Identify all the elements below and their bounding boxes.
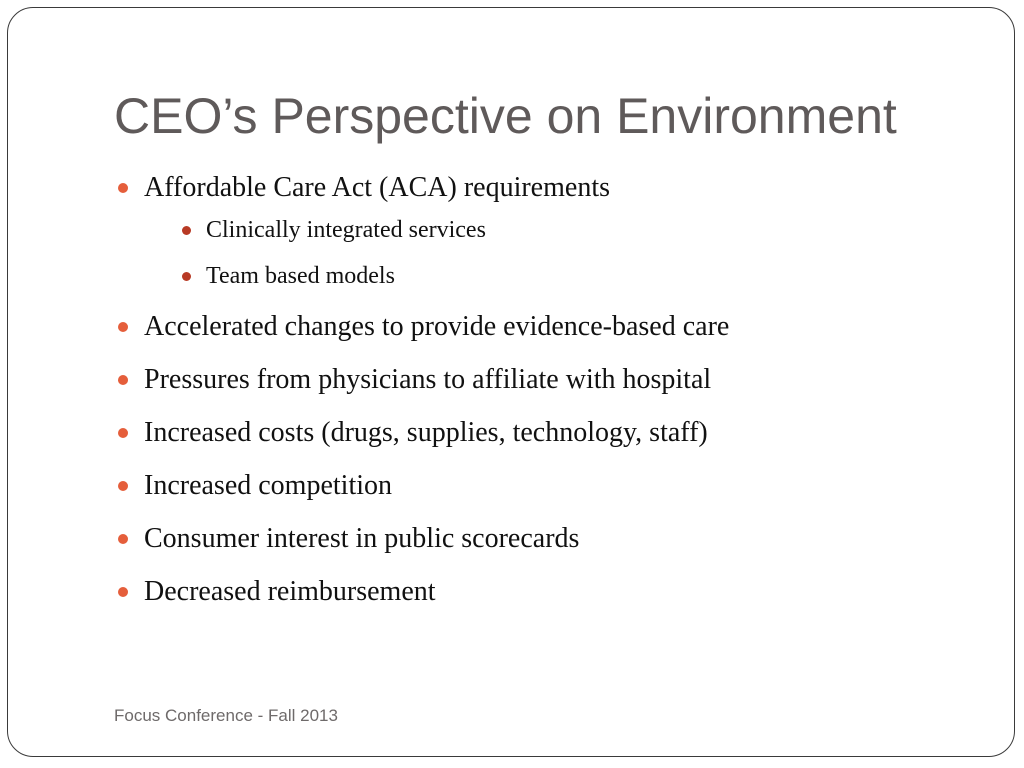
bullet-item [114, 466, 729, 506]
bullet-text: Affordable Care Act (ACA) requirements [144, 172, 610, 203]
bullet-text: Increased competition [144, 470, 393, 501]
bullet-item [114, 307, 729, 347]
sub-bullet-item [176, 258, 729, 294]
sub-bullet-text: Team based models [206, 263, 395, 289]
bullet-item [114, 413, 729, 453]
bullet-list [114, 168, 729, 625]
bullet-dot-icon [118, 428, 128, 438]
bullet-dot-icon [118, 481, 128, 491]
sub-bullet-dot-icon [182, 226, 191, 235]
slide [7, 7, 1015, 757]
sub-bullet-dot-icon [182, 272, 191, 281]
bullet-dot-icon [118, 183, 128, 193]
slide-footer: Focus Conference - Fall 2013 [114, 706, 338, 725]
sub-bullet-item [176, 212, 729, 248]
bullet-text: Accelerated changes to provide evidence-based care [144, 311, 730, 342]
bullet-text: Pressures from physicians to affiliate with hospital [144, 364, 712, 395]
bullet-text: Increased costs (drugs, supplies, technology, staff) [144, 417, 708, 448]
sub-bullet-text: Clinically integrated services [206, 217, 486, 243]
bullet-item [114, 168, 729, 294]
bullet-text: Decreased reimbursement [144, 576, 436, 607]
sub-bullet-list [144, 212, 729, 294]
bullet-item [114, 360, 729, 400]
bullet-text: Consumer interest in public scorecards [144, 523, 580, 554]
bullet-dot-icon [118, 322, 128, 332]
bullet-dot-icon [118, 375, 128, 385]
slide-title: CEO’s Perspective on Environment [114, 88, 897, 144]
bullet-dot-icon [118, 587, 128, 597]
bullet-dot-icon [118, 534, 128, 544]
bullet-item [114, 572, 729, 612]
bullet-item [114, 519, 729, 559]
